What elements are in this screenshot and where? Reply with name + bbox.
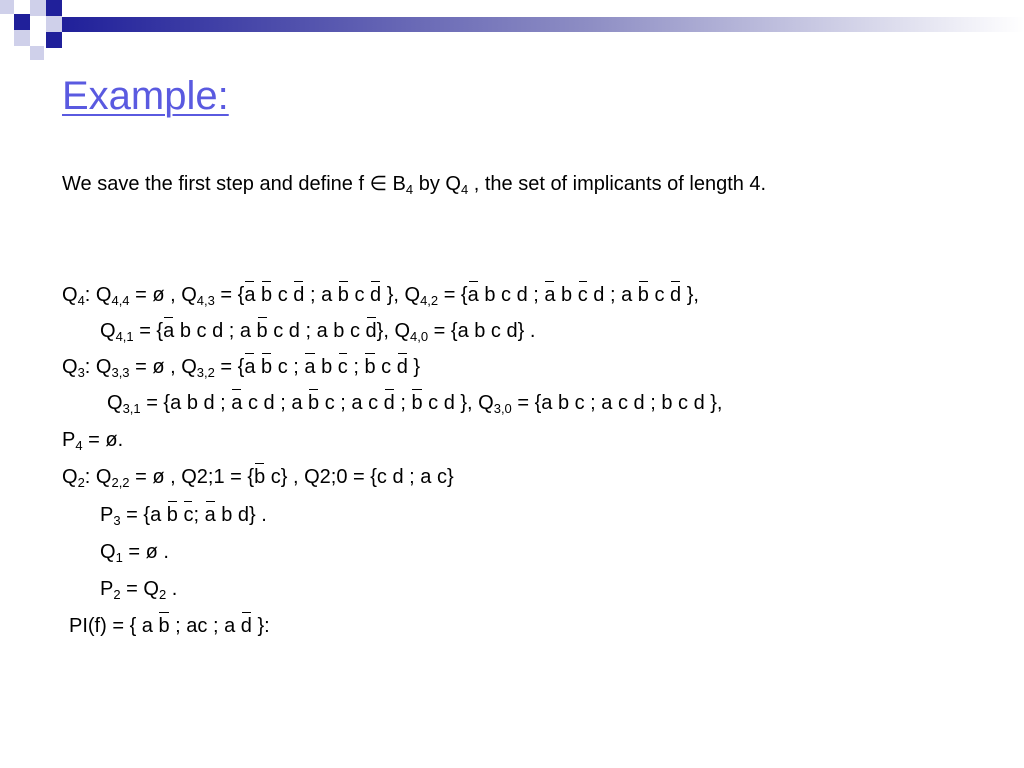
slide-title[interactable]: Example: bbox=[62, 74, 229, 118]
line-p4: $P_4$ = ø. bbox=[62, 429, 124, 453]
line-p3: $P_3 = \{a$ b c; a b d} . bbox=[100, 504, 267, 528]
line-q31: $Q_{3,1} = \{a$ b d ; a c d ; a b c ; a c d ; b c d }, $Q_{3,0} = \{a$ b c ; a c d ; b c d }, bbox=[107, 392, 723, 416]
line-p2: $P_2 = Q_2$ . bbox=[100, 578, 178, 602]
line-prime-implicants: PI(f) = { a b ; ac ; a d }: bbox=[69, 615, 270, 637]
line-q3: $Q_3$: $Q_{3,3}$ = ø , $Q_{3,2} = \{a$ b c ; a b c ; b c d } bbox=[62, 356, 421, 380]
line-q1: $Q_1$ = ø . bbox=[100, 541, 169, 565]
line-q41: $Q_{4,1} = \{a$ b c d ; a b c d ; a b c d}, $Q_{4,0} = \{a$ b c d} . bbox=[100, 320, 536, 344]
intro-text: We save the first step and define f ∈ $B_4$ by $Q_4$ , the set of implicants of length 4. bbox=[62, 173, 767, 197]
header-decoration bbox=[0, 0, 1024, 60]
line-q4: $Q_4$: $Q_{4,4}$ = ø , $Q_{4,3} = \{a$ b c d ; a b c d }, $Q_{4,2} = \{a$ b c d ; a b c d ; a b c d }, bbox=[62, 284, 699, 308]
line-q2: $Q_2$: $Q_{2,2}$ = ø , Q2;1 = {b c} , Q2;0 = {c d ; a c} bbox=[62, 466, 454, 490]
